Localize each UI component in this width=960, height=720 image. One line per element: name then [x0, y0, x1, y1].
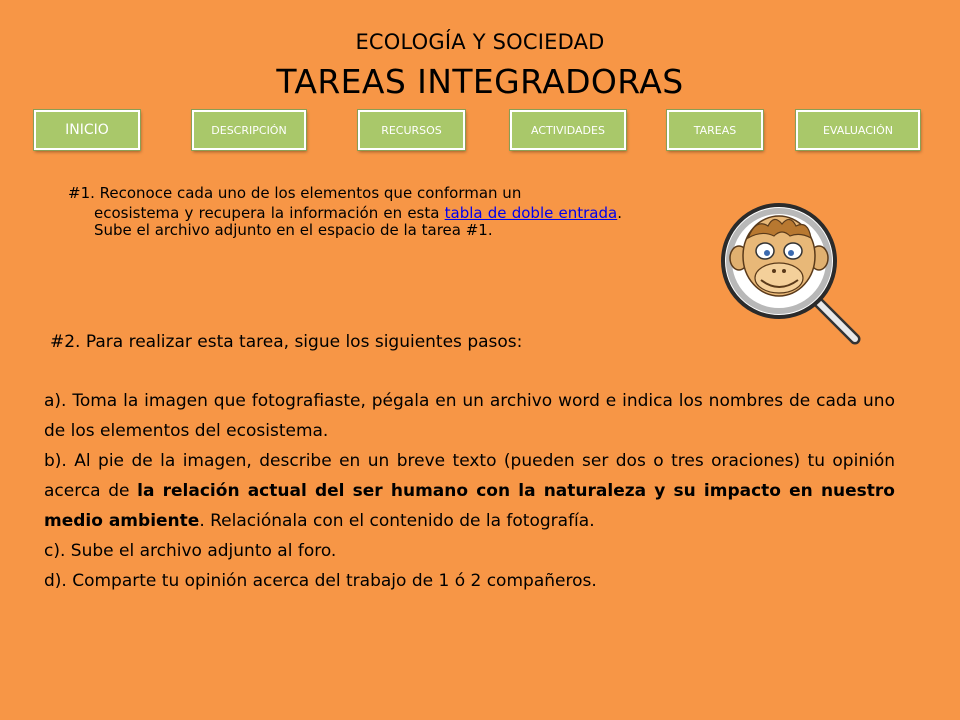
nav-button-recursos[interactable]: RECURSOS	[358, 110, 465, 150]
task-1-lead: #1. Reconoce cada uno de los elementos que conforman un	[68, 184, 522, 202]
step-b-after: . Relaciónala con el contenido de la fotografía.	[199, 511, 595, 531]
step-d: d). Comparte tu opinión acerca del trabajo de 1 ó 2 compañeros.	[44, 571, 597, 591]
step-a: a). Toma la imagen que fotografiaste, pégala en un archivo word e indica los nombres de cada uno de los elementos del ecosistema.	[44, 391, 895, 441]
nav-button-descripcion[interactable]: DESCRIPCIÓN	[192, 110, 306, 150]
task-1-text-after-link: . Sube el archivo adjunto en el espacio de la tarea #1.	[94, 204, 622, 239]
nav-button-actividades[interactable]: ACTIVIDADES	[510, 110, 626, 150]
page-subtitle: ECOLOGÍA Y SOCIEDAD	[355, 30, 605, 54]
task-1-body	[68, 205, 622, 239]
task-1-text-before-link: ecosistema y recupera la información en esta	[94, 204, 445, 222]
nav-button-inicio[interactable]: INICIO	[34, 110, 140, 150]
task-2-steps	[44, 386, 895, 596]
task-2-heading: #2. Para realizar esta tarea, sigue los siguientes pasos:	[50, 332, 523, 352]
step-c: c). Sube el archivo adjunto al foro.	[44, 541, 337, 561]
page-title: TAREAS INTEGRADORAS	[276, 62, 684, 101]
magnifier-monkey-icon	[716, 196, 866, 348]
step-b	[44, 446, 895, 536]
double-entry-table-link[interactable]: tabla de doble entrada	[444, 204, 618, 222]
task-1-text	[68, 185, 622, 239]
nav-button-evaluacion[interactable]: EVALUACIÓN	[796, 110, 920, 150]
step-b-bold: la relación actual del ser humano con la naturaleza y su impacto en nuestro medio ambiente	[44, 481, 895, 531]
nav-button-tareas[interactable]: TAREAS	[667, 110, 763, 150]
step-b-before: b). Al pie de la imagen, describe en un breve texto (pueden ser dos o tres oraciones) tu opinión acerca de	[44, 451, 895, 501]
